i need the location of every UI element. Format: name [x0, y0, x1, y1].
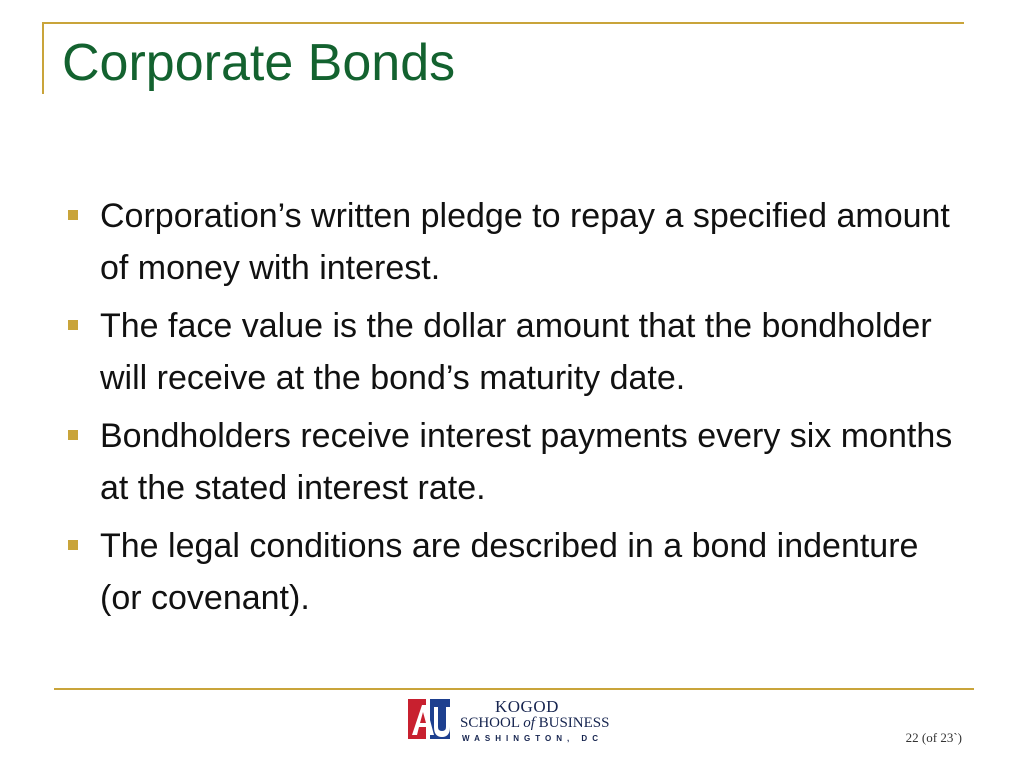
- bullet-item: [64, 410, 964, 514]
- square-bullet-icon: [68, 320, 78, 330]
- frame-top-line: [44, 22, 964, 24]
- frame-left-line: [42, 22, 44, 94]
- kogod-logo: [400, 691, 610, 749]
- square-bullet-icon: [68, 210, 78, 220]
- page-number: 22 (of 23`): [905, 730, 962, 745]
- logo-text-school: SCHOOL of BUSINESS: [460, 715, 610, 731]
- bullet-item: [64, 190, 964, 294]
- bullet-item: [64, 300, 964, 404]
- au-logo-icon: [406, 697, 452, 741]
- bullet-text: The legal conditions are described in a bond indenture (or covenant).: [100, 527, 919, 617]
- slide-title: Corporate Bonds: [62, 34, 456, 92]
- bullet-text: Bondholders receive interest payments every six months at the stated interest rate.: [100, 417, 953, 507]
- square-bullet-icon: [68, 430, 78, 440]
- square-bullet-icon: [68, 540, 78, 550]
- bullet-item: [64, 520, 964, 624]
- footer-line: [54, 688, 974, 690]
- logo-text-kogod: KOGOD: [495, 697, 559, 716]
- bullet-list: [64, 190, 964, 630]
- bullet-text: The face value is the dollar amount that the bondholder will receive at the bond’s maturity date.: [100, 307, 932, 397]
- logo-text-location: WASHINGTON, DC: [462, 734, 603, 743]
- bullet-text: Corporation’s written pledge to repay a specified amount of money with interest.: [100, 197, 950, 287]
